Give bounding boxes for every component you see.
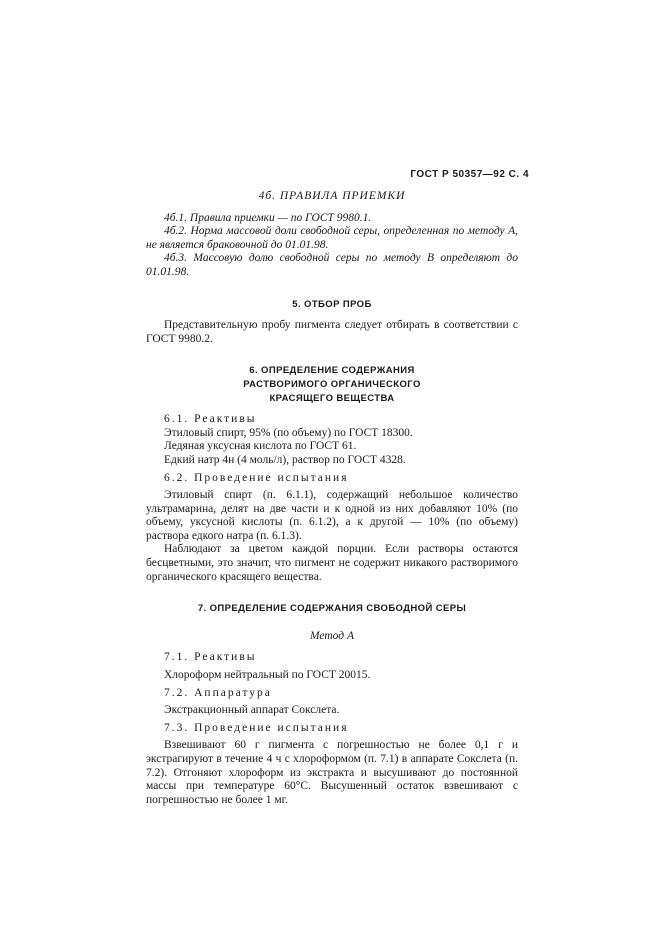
section-5-text: Представительную пробу пигмента следует отбирать в соответствии с ГОСТ 9980.2. [146, 319, 518, 345]
method-a-title: Метод А [310, 629, 354, 642]
clause-4b-3: 4б.3. Массовую долю свободной серы по методу В определяют до 01.01.98. [146, 252, 518, 278]
clause-4b-2: 4б.2. Норма массовой доли свободной серы, определенная по методу А, не является браковочной до 01.01.98. [146, 225, 518, 251]
section-6-title-line3: КРАСЯЩЕГО ВЕЩЕСТВА [269, 392, 395, 404]
section-7-title: 7. ОПРЕДЕЛЕНИЕ СОДЕРЖАНИЯ СВОБОДНОЙ СЕРЫ [197, 603, 467, 615]
clause-4b-1: 4б.1. Правила приемки — по ГОСТ 9980.1. [164, 211, 372, 224]
clause-6-1-heading: 6.1. Реактивы [164, 413, 257, 426]
clause-7-1-heading: 7.1. Реактивы [164, 651, 257, 664]
section-5-title: 5. ОТБОР ПРОБ [292, 298, 372, 310]
clause-6-2-heading: 6.2. Проведение испытания [164, 471, 349, 484]
section-4b-title: 4б. ПРАВИЛА ПРИЕМКИ [258, 190, 406, 202]
apparatus-7-2: Экстракционный аппарат Сокслета. [164, 704, 340, 717]
clause-6-2-text-1: Этиловый спирт (п. 6.1.1), содержащий небольшое количество ультрамарина, делят на две части и к одной из них добавляют 10% (по объему, уксусной кислоты (п. 6.1.2), а к другой — 10% (по объему) раствора едкого натра (п. 6.1.3). [146, 489, 518, 542]
reagent-6-1-3: Едкий натр 4н (4 моль/л), раствор по ГОСТ 4328. [164, 453, 406, 466]
reagent-7-1: Хлороформ нейтральный по ГОСТ 20015. [164, 669, 371, 682]
reagent-6-1-1: Этиловый спирт, 95% (по объему) по ГОСТ 18300. [164, 426, 413, 439]
clause-7-3-text: Взвешивают 60 г пигмента с погрешностью не более 0,1 г и экстрагируют в течение 4 ч с хлороформом (п. 7.1) в аппарате Сокслета (п. 7.2). Отгоняют хлороформ из экстракта и высушивают до постоянной массы при температуре 60°С. Высушенный остаток взвешивают с погрешностью не более 1 мг. [146, 739, 518, 806]
clause-7-3-heading: 7.3. Проведение испытания [164, 721, 349, 734]
reagent-6-1-2: Ледяная уксусная кислота по ГОСТ 61. [164, 440, 357, 453]
section-6-title-line1: 6. ОПРЕДЕЛЕНИЕ СОДЕРЖАНИЯ [249, 365, 415, 377]
document-body [146, 190, 518, 807]
section-6-title-line2: РАСТВОРИМОГО ОРГАНИЧЕСКОГО [243, 378, 421, 390]
clause-7-2-heading: 7.2. Аппаратура [164, 686, 272, 699]
clause-6-2-text-2: Наблюдают за цветом каждой порции. Если растворы остаются бесцветными, это значит, что пигмент не содержит никакого растворимого органического красящего вещества. [146, 543, 518, 583]
document-header: ГОСТ Р 50357—92 С. 4 [410, 169, 529, 180]
